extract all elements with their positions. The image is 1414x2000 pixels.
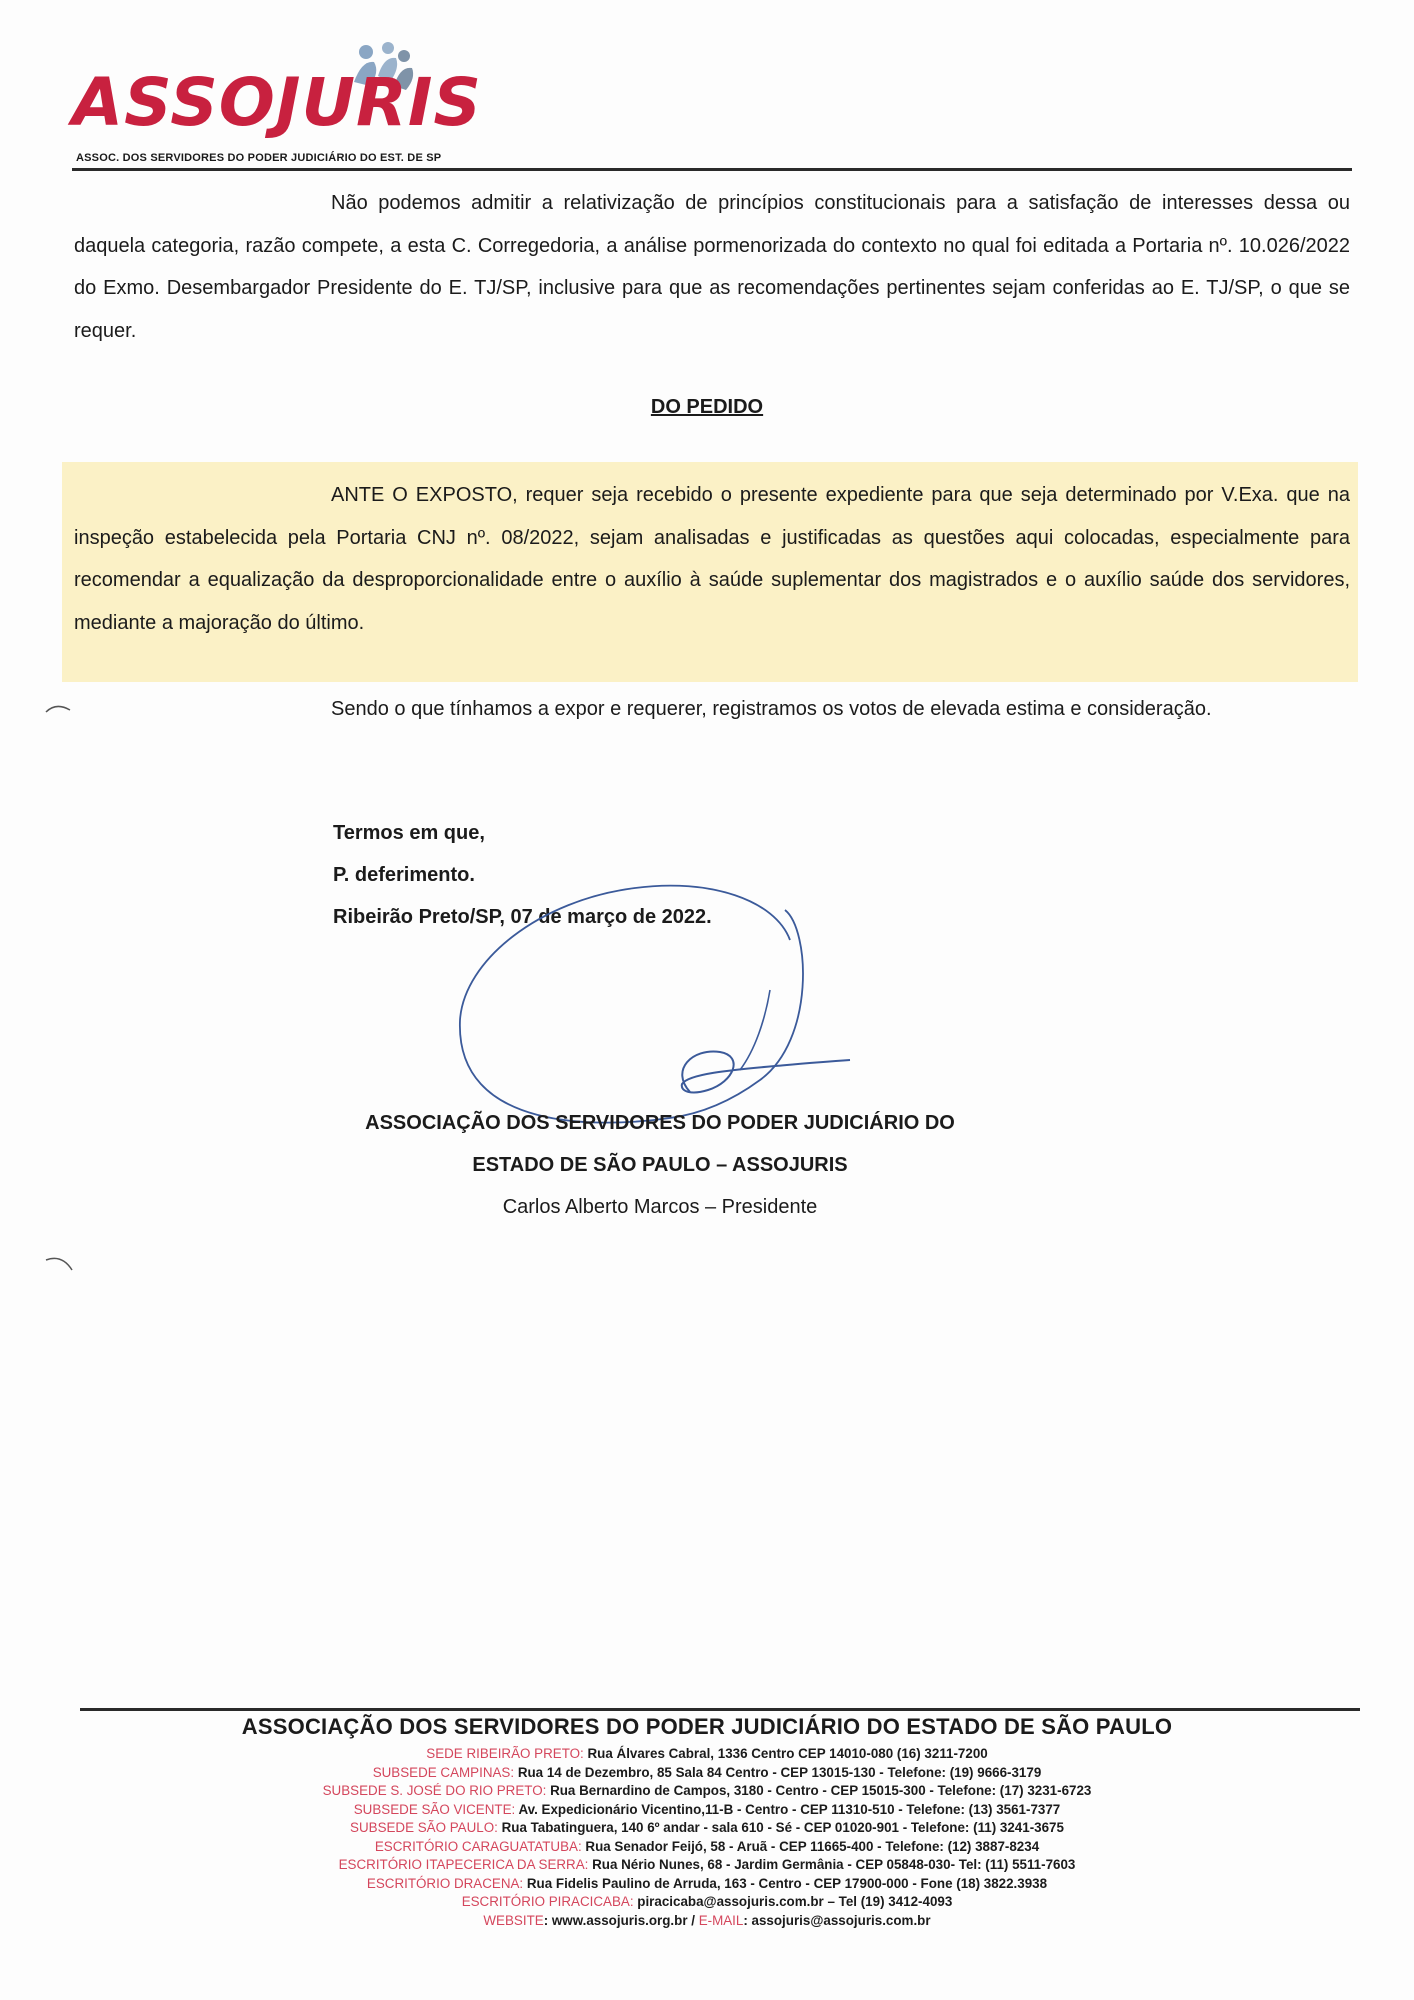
margin-mark (40, 700, 80, 730)
footer-line: SUBSEDE SÃO PAULO: Rua Tabatinguera, 140 6º andar - sala 610 - Sé - CEP 01020-901 - Telefone: (11) 3241-3675 (350, 1820, 1064, 1835)
footer-line: ESCRITÓRIO PIRACICABA: piracicaba@assojuris.com.br – Tel (19) 3412-4093 (461, 1894, 953, 1909)
footer-divider (80, 1708, 1360, 1711)
website-link[interactable]: : www.assojuris.org.br / (543, 1912, 699, 1928)
signature-org-line1: ASSOCIAÇÃO DOS SERVIDORES DO PODER JUDICIÁRIO DO (365, 1112, 955, 1134)
margin-mark (40, 1252, 80, 1282)
logo-wordmark: ASSOJURIS (72, 64, 482, 141)
footer-line: SUBSEDE S. JOSÉ DO RIO PRETO: Rua Bernardino de Campos, 3180 - Centro - CEP 15015-300 - Telefone: (17) 3231-6723 (322, 1783, 1092, 1798)
logo-subtitle: ASSOC. DOS SERVIDORES DO PODER JUDICIÁRIO DO EST. DE SP (76, 152, 442, 164)
email-link[interactable]: : assojuris@assojuris.com.br (743, 1912, 931, 1928)
footer-title: ASSOCIAÇÃO DOS SERVIDORES DO PODER JUDICIÁRIO DO ESTADO DE SÃO PAULO (241, 1714, 1173, 1739)
footer-addresses (0, 1745, 1414, 1930)
closing-terms: Termos em que, (333, 822, 485, 844)
section-title: DO PEDIDO (650, 396, 764, 418)
paragraph-request: ANTE O EXPOSTO, requer seja recebido o presente expediente para que seja determinado por V.Exa. que na inspeção estabelecida pela Portaria CNJ nº. 08/2022, sejam analisadas e justificadas as questões aqui colocadas, especialmente para recomendar a equalização da desproporcionalidade entre o auxílio à saúde suplementar dos magistrados e o auxílio saúde dos servidores, mediante a majoração do último. (74, 484, 1350, 634)
assojuris-logo (72, 42, 492, 172)
footer-line: SEDE RIBEIRÃO PRETO: Rua Álvares Cabral, 1336 Centro CEP 14010-080 (16) 3211-7200 (426, 1746, 988, 1761)
footer-line: SUBSEDE SÃO VICENTE: Av. Expedicionário Vicentino,11-B - Centro - CEP 11310-510 - Telefone: (13) 3561-7377 (353, 1801, 1061, 1817)
closing-date: Ribeirão Preto/SP, 07 de março de 2022. (333, 906, 712, 928)
closing-deferimento: P. deferimento. (333, 864, 475, 886)
email-label: E-MAIL (698, 1912, 744, 1928)
footer-line: ESCRITÓRIO ITAPECERICA DA SERRA: Rua Nério Nunes, 68 - Jardim Germânia - CEP 05848-030- Tel: (11) 5511-7603 (338, 1857, 1076, 1872)
signer-name: Carlos Alberto Marcos – Presidente (502, 1196, 818, 1218)
footer-line: ESCRITÓRIO DRACENA: Rua Fidelis Paulino de Arruda, 163 - Centro - CEP 17900-000 - Fone (18) 3822.3938 (366, 1875, 1048, 1891)
footer-line: SUBSEDE CAMPINAS: Rua 14 de Dezembro, 85 Sala 84 Centro - CEP 13015-130 - Telefone: (19) 9666-3179 (372, 1764, 1042, 1780)
paragraph-1: Não podemos admitir a relativização de princípios constitucionais para a satisfação de interesses dessa ou daquela categoria, razão compete, a esta C. Corregedoria, a análise pormenorizada do contexto no qual foi editada a Portaria nº. 10.026/2022 do Exmo. Desembargador Presidente do E. TJ/SP, inclusive para que as recomendações pertinentes sejam conferidas ao E. TJ/SP, o que se requer. (74, 192, 1350, 342)
header-divider (72, 168, 1352, 171)
footer-contact-line (0, 1912, 1414, 1931)
footer-line: ESCRITÓRIO CARAGUATATUBA: Rua Senador Feijó, 58 - Aruã - CEP 11665-400 - Telefone: (12) 3887-8234 (374, 1838, 1040, 1854)
signature-org-line2: ESTADO DE SÃO PAULO – ASSOJURIS (472, 1154, 848, 1176)
website-label: WEBSITE (483, 1912, 544, 1928)
paragraph-closing: Sendo o que tínhamos a expor e requerer, registramos os votos de elevada estima e consideração. (331, 698, 1212, 720)
